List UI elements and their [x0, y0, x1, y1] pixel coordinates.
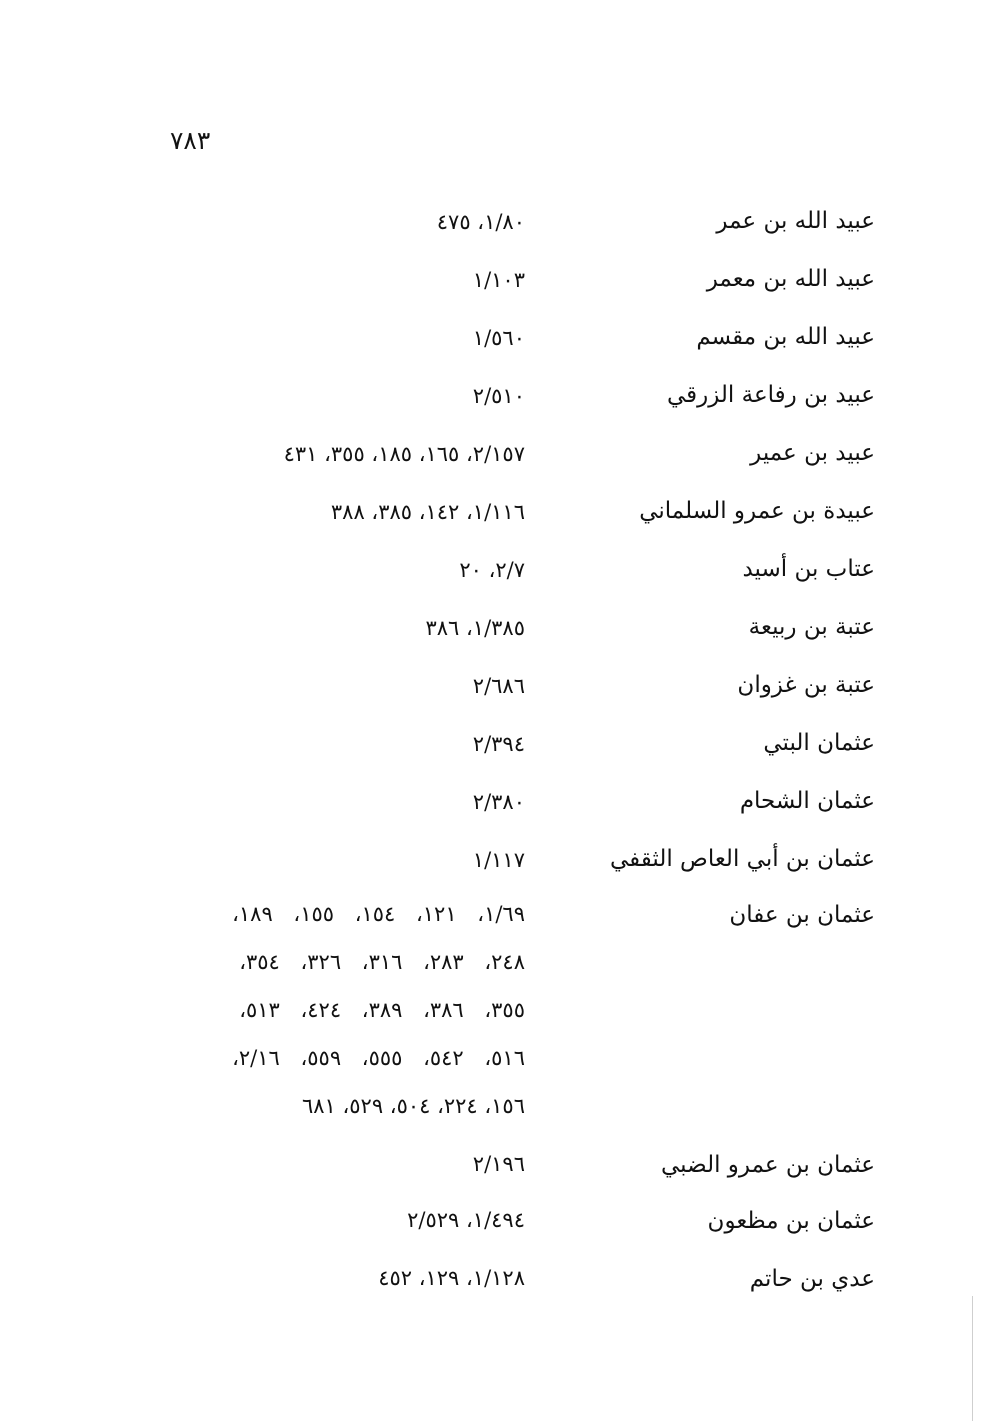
- entry-refs: ٢/١٥٧، ١٦٥، ١٨٥، ٣٥٥، ٤٣١: [283, 442, 525, 466]
- entry-name: عثمان بن عفان: [729, 902, 875, 928]
- entry-refs: ١/٤٩٤، ٢/٥٢٩: [407, 1208, 525, 1232]
- entry-name: عبيد الله بن مقسم: [696, 324, 875, 350]
- entry-refs-line: ١٥٦، ٢٢٤، ٥٠٤، ٥٢٩، ٦٨١: [301, 1094, 525, 1118]
- entry-name: عدي بن حاتم: [749, 1266, 875, 1292]
- entry-refs: ٢/٣٨٠: [472, 790, 525, 814]
- entry-refs: ٢/٥١٠: [472, 384, 525, 408]
- entry-name: عثمان بن عمرو الضبي: [661, 1152, 875, 1178]
- entry-name: عتاب بن أسيد: [742, 556, 875, 582]
- entry-refs-line: ٢٤٨، ٢٨٣، ٣١٦، ٣٢٦، ٣٥٤،: [239, 950, 525, 974]
- entry-refs: ١/٣٨٥، ٣٨٦: [425, 616, 525, 640]
- entry-refs: ١/١٢٨، ١٢٩، ٤٥٢: [378, 1266, 525, 1290]
- entry-name: عثمان الشحام: [739, 788, 875, 814]
- entry-name: عثمان البتي: [763, 730, 875, 756]
- entry-refs: ١/١٠٣: [472, 268, 525, 292]
- entry-refs: ٢/٦٨٦: [472, 674, 525, 698]
- entry-name: عبيد بن رفاعة الزرقي: [666, 382, 875, 408]
- entry-refs-line: ١/٦٩، ١٢١، ١٥٤، ١٥٥، ١٨٩،: [232, 902, 525, 926]
- entry-refs: ٢/١٩٦: [472, 1152, 525, 1176]
- entry-name: عثمان بن أبي العاص الثقفي: [609, 846, 875, 872]
- entry-refs: ١/١١٦، ١٤٢، ٣٨٥، ٣٨٨: [330, 500, 525, 524]
- entry-name: عبيد بن عمير: [750, 440, 875, 466]
- entry-name: عثمان بن مظعون: [707, 1208, 875, 1234]
- entry-name: عبيدة بن عمرو السلماني: [639, 498, 875, 524]
- entry-refs-line: ٣٥٥، ٣٨٦، ٣٨٩، ٤٢٤، ٥١٣،: [239, 998, 525, 1022]
- entry-refs: ٢/٣٩٤: [472, 732, 525, 756]
- entry-refs-line: ٥١٦، ٥٤٢، ٥٥٥، ٥٥٩، ٢/١٦،: [232, 1046, 525, 1070]
- entry-refs: ١/٨٠، ٤٧٥: [436, 210, 525, 234]
- entry-refs: ٢/٧، ٢٠: [459, 558, 525, 582]
- scan-edge-line: [972, 1296, 973, 1421]
- entry-name: عبيد الله بن عمر: [716, 208, 875, 234]
- entry-name: عتبة بن ربيعة: [748, 614, 875, 640]
- entry-refs: ١/١١٧: [472, 848, 525, 872]
- page-number: ٧٨٣: [170, 126, 211, 155]
- entry-refs: ١/٥٦٠: [472, 326, 525, 350]
- entry-name: عتبة بن غزوان: [737, 672, 875, 698]
- entry-name: عبيد الله بن معمر: [706, 266, 875, 292]
